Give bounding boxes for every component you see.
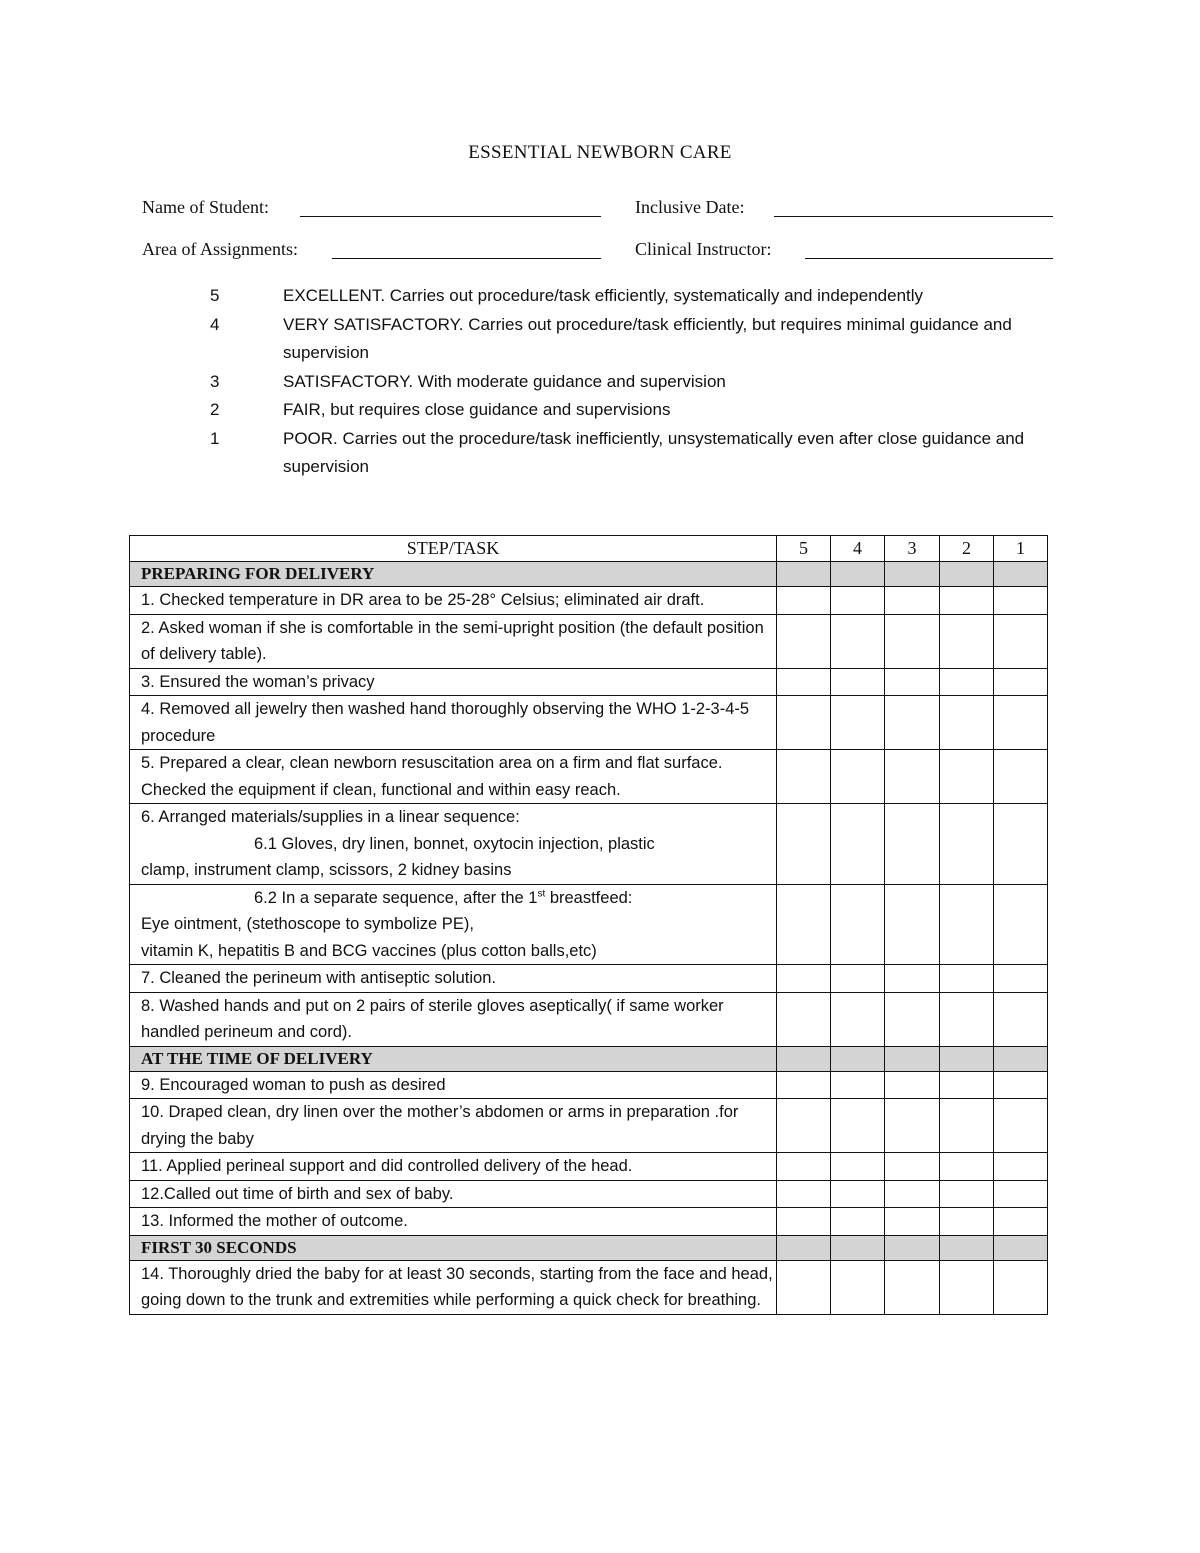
scale-item-3 [210,368,1050,397]
score-cell[interactable] [994,587,1048,615]
table-row [130,965,1048,993]
scale-description: VERY SATISFACTORY. Carries out procedure/task efficiently, but requires minimal guidance and supervision [283,314,1012,362]
scale-description: EXCELLENT. Carries out procedure/task efficiently, systematically and independently [283,286,924,305]
table-row [130,1208,1048,1236]
score-cell[interactable] [994,965,1048,993]
score-5-header: 5 [777,536,831,562]
table-row [130,614,1048,668]
table-row [130,884,1048,965]
score-cell[interactable] [885,1208,940,1236]
score-cell[interactable] [777,668,831,696]
step-task-header: STEP/TASK [130,536,777,562]
step-6-2-line-3: vitamin K, hepatitis B and BCG vaccines (plus cotton balls,etc) [141,941,597,960]
table-row [130,1260,1048,1314]
step-text [130,804,777,885]
score-cell[interactable] [831,992,885,1046]
score-cell[interactable] [940,992,994,1046]
score-cell[interactable] [994,1260,1048,1314]
score-2-header: 2 [940,536,994,562]
step-6-line-2: 6.1 Gloves, dry linen, bonnet, oxytocin injection, plastic [254,834,655,853]
score-cell[interactable] [994,804,1048,885]
score-cell[interactable] [777,992,831,1046]
table-row [130,804,1048,885]
section-row [130,562,1048,587]
info-row-1 [142,197,1062,223]
score-cell[interactable] [831,884,885,965]
table-row [130,1153,1048,1181]
score-cell[interactable] [831,750,885,804]
scale-number: 4 [210,314,220,334]
score-cell[interactable] [885,750,940,804]
score-cell[interactable] [831,1260,885,1314]
score-cell[interactable] [831,668,885,696]
score-cell[interactable] [940,668,994,696]
score-cell[interactable] [940,884,994,965]
score-cell[interactable] [885,1260,940,1314]
scale-description: POOR. Carries out the procedure/task inefficiently, unsystematically even after close guidance and supervision [283,428,1025,476]
score-cell[interactable] [885,1071,940,1099]
score-cell[interactable] [885,1153,940,1181]
score-cell[interactable] [940,750,994,804]
score-cell[interactable] [885,884,940,965]
score-cell[interactable] [831,1180,885,1208]
score-cell[interactable] [777,1153,831,1181]
score-cell[interactable] [777,1180,831,1208]
area-of-assignments-label: Area of Assignments: [142,239,298,259]
step-text: 3. Ensured the woman’s privacy [130,668,777,696]
score-cell[interactable] [831,1153,885,1181]
score-cell[interactable] [940,1180,994,1208]
step-text: 11. Applied perineal support and did controlled delivery of the head. [130,1153,777,1181]
step-6-2-line-1 [141,885,776,912]
table-row [130,668,1048,696]
step-6-2-text-end: breastfeed: [545,888,633,907]
score-cell[interactable] [777,1099,831,1153]
score-cell[interactable] [831,804,885,885]
step-text: 9. Encouraged woman to push as desired [130,1071,777,1099]
scale-number: 2 [210,400,220,419]
clinical-instructor-blank[interactable] [805,258,1053,259]
step-6-line-1: 6. Arranged materials/supplies in a linear sequence: [141,808,520,826]
score-cell[interactable] [940,587,994,615]
scale-item-5 [210,282,1050,311]
table-row [130,696,1048,750]
score-cell[interactable] [777,750,831,804]
score-3-header: 3 [885,536,940,562]
scale-number: 1 [210,428,220,448]
score-cell[interactable] [777,1071,831,1099]
scale-item-1 [210,425,1050,482]
info-row-2 [142,239,1062,265]
score-4-header: 4 [831,536,885,562]
score-cell[interactable] [940,1153,994,1181]
area-of-assignments-blank[interactable] [332,258,601,259]
score-cell[interactable] [940,696,994,750]
score-cell[interactable] [885,1180,940,1208]
score-cell[interactable] [885,587,940,615]
score-cell[interactable] [885,804,940,885]
section-preparing-for-delivery: PREPARING FOR DELIVERY [130,562,777,587]
step-text: 4. Removed all jewelry then washed hand thoroughly observing the WHO 1-2-3-4-5 procedure [130,696,777,750]
score-cell[interactable] [940,804,994,885]
score-cell[interactable] [831,1099,885,1153]
step-text: 12.Called out time of birth and sex of baby. [130,1180,777,1208]
score-cell[interactable] [994,1208,1048,1236]
score-cell[interactable] [885,614,940,668]
score-cell[interactable] [885,696,940,750]
score-cell[interactable] [777,965,831,993]
score-cell[interactable] [994,1071,1048,1099]
table-row [130,1099,1048,1153]
table-row [130,750,1048,804]
score-cell[interactable] [831,696,885,750]
step-text: 1. Checked temperature in DR area to be 25-28° Celsius; eliminated air draft. [130,587,777,615]
score-cell[interactable] [940,1260,994,1314]
score-cell[interactable] [885,965,940,993]
score-cell[interactable] [994,1180,1048,1208]
score-cell[interactable] [777,804,831,885]
step-text: 8. Washed hands and put on 2 pairs of sterile gloves aseptically( if same worker handled perineum and cord). [130,992,777,1046]
score-cell[interactable] [994,1099,1048,1153]
score-cell[interactable] [831,965,885,993]
score-cell[interactable] [777,614,831,668]
scale-number: 3 [210,371,220,391]
step-text: 7. Cleaned the perineum with antiseptic solution. [130,965,777,993]
score-cell[interactable] [831,587,885,615]
section-first-30-seconds: FIRST 30 SECONDS [130,1235,777,1260]
clinical-instructor-label: Clinical Instructor: [635,239,772,259]
table-row [130,587,1048,615]
score-cell[interactable] [994,884,1048,965]
table-row [130,1071,1048,1099]
score-cell[interactable] [994,1153,1048,1181]
score-cell[interactable] [994,614,1048,668]
score-cell[interactable] [777,696,831,750]
step-text: 14. Thoroughly dried the baby for at least 30 seconds, starting from the face and head, going down to the trunk and extremities while performing a quick check for breathing. [130,1260,777,1314]
table-row [130,992,1048,1046]
scale-description: SATISFACTORY. With moderate guidance and supervision [283,371,726,391]
score-cell[interactable] [994,696,1048,750]
section-row [130,1235,1048,1260]
score-cell[interactable] [777,884,831,965]
score-1-header: 1 [994,536,1048,562]
score-cell[interactable] [940,965,994,993]
score-cell[interactable] [940,614,994,668]
step-text: 5. Prepared a clear, clean newborn resuscitation area on a firm and flat surface. Checked the equipment if clean, functional and within easy reach. [130,750,777,804]
score-cell[interactable] [885,1099,940,1153]
score-cell[interactable] [885,992,940,1046]
rating-scale [210,282,1050,482]
score-cell[interactable] [940,1208,994,1236]
superscript-st: st [537,888,546,899]
scale-number: 5 [210,286,220,305]
score-cell[interactable] [994,992,1048,1046]
inclusive-date-blank[interactable] [774,216,1053,217]
step-text [130,884,777,965]
name-of-student-blank[interactable] [300,216,601,217]
score-cell[interactable] [831,1071,885,1099]
score-cell[interactable] [831,614,885,668]
score-cell[interactable] [994,668,1048,696]
score-cell[interactable] [994,750,1048,804]
evaluation-table [129,535,1048,1315]
step-6-2-text: 6.2 In a separate sequence, after the 1 [254,888,538,907]
scale-item-2 [210,396,1050,425]
score-cell[interactable] [940,1099,994,1153]
scale-description: FAIR, but requires close guidance and supervisions [283,400,671,419]
step-text: 2. Asked woman if she is comfortable in the semi-upright position (the default position of delivery table). [130,614,777,668]
score-cell[interactable] [777,587,831,615]
section-at-the-time-of-delivery: AT THE TIME OF DELIVERY [130,1046,777,1071]
name-of-student-label: Name of Student: [142,197,269,217]
table-row [130,1180,1048,1208]
score-cell[interactable] [940,1071,994,1099]
document-title: ESSENTIAL NEWBORN CARE [468,142,732,163]
inclusive-date-label: Inclusive Date: [635,197,745,217]
score-cell[interactable] [831,1208,885,1236]
step-text: 13. Informed the mother of outcome. [130,1208,777,1236]
score-cell[interactable] [777,1260,831,1314]
table-header-row [130,536,1048,562]
score-cell[interactable] [885,668,940,696]
step-6-line-3: clamp, instrument clamp, scissors, 2 kidney basins [141,861,512,879]
score-cell[interactable] [777,1208,831,1236]
section-row [130,1046,1048,1071]
step-6-2-line-2: Eye ointment, (stethoscope to symbolize PE), [141,915,474,933]
step-text: 10. Draped clean, dry linen over the mother’s abdomen or arms in preparation .for drying the baby [130,1099,777,1153]
scale-item-4 [210,311,1050,368]
